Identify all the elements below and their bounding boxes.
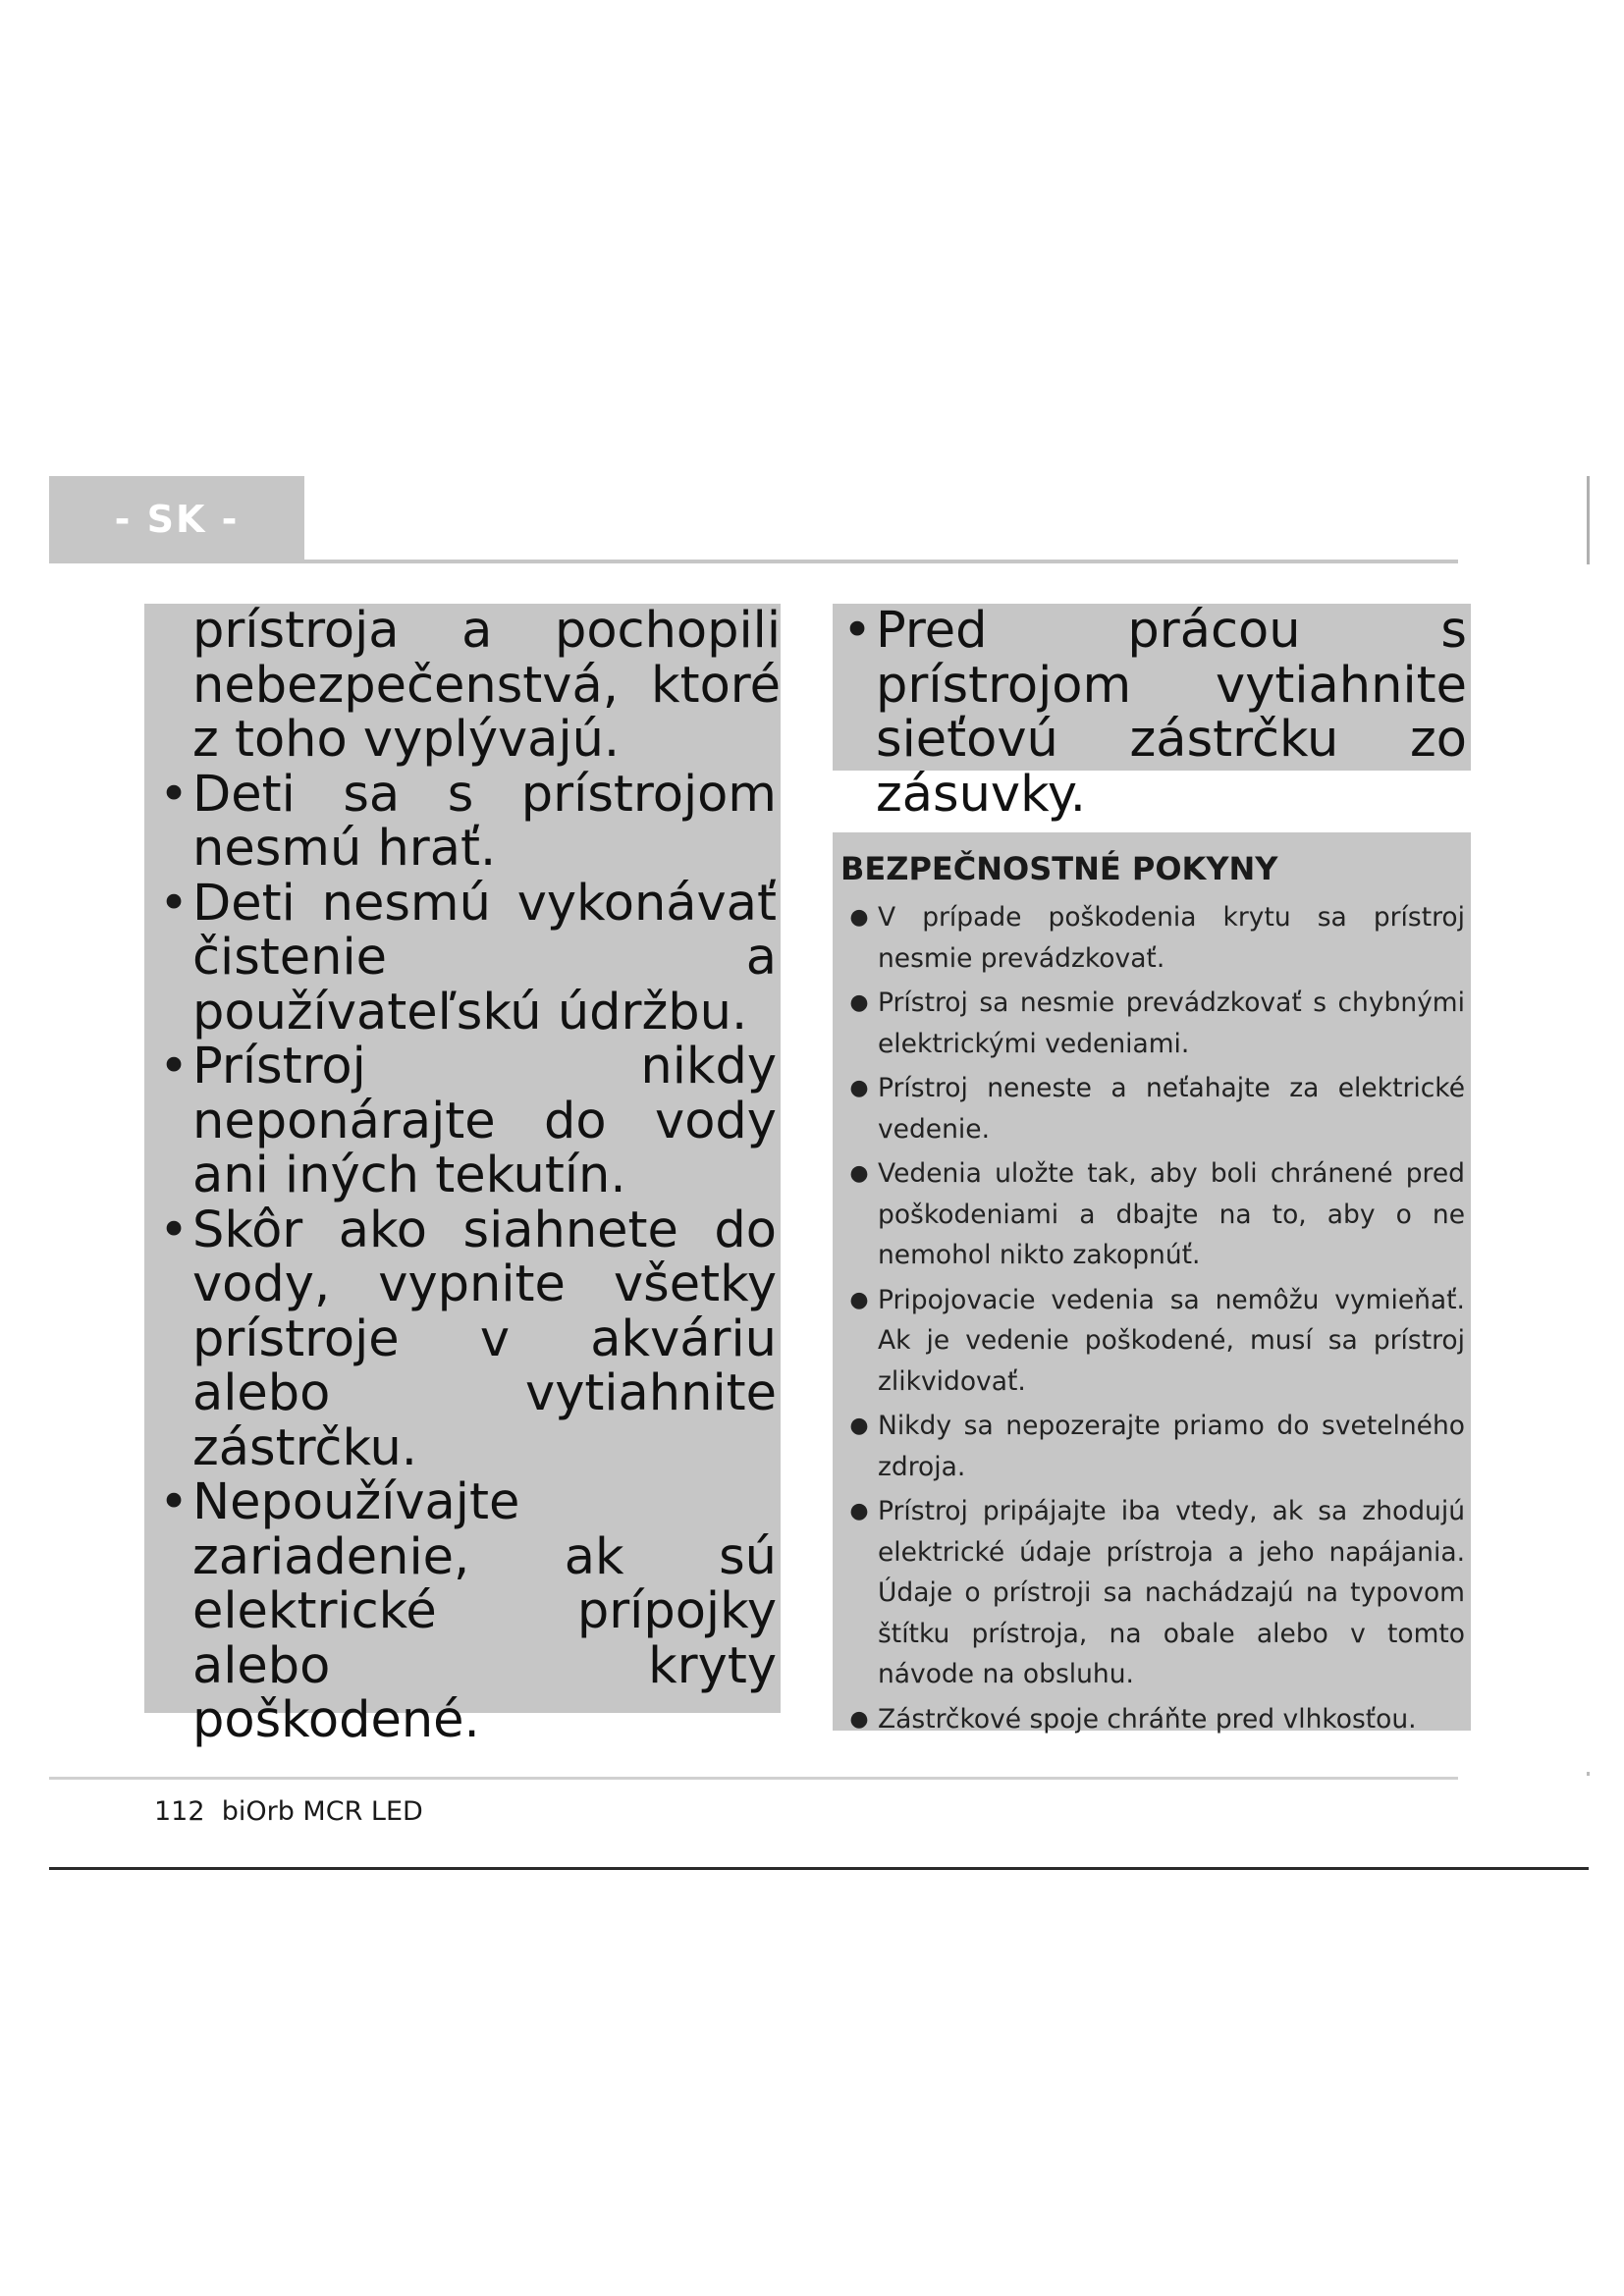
list-item-text: Pripojovacie vedenia sa nemôžu vymieňať. Ak je vedenie poškodené, musí sa prístroj zlikvidovať. bbox=[878, 1284, 1465, 1397]
list-item bbox=[840, 1491, 1465, 1695]
list-item bbox=[840, 1280, 1465, 1403]
warning-box-left bbox=[144, 602, 781, 1749]
list-item bbox=[840, 1068, 1465, 1149]
page-footer bbox=[154, 1796, 423, 1827]
list-item-text: Prístroj pripájajte iba vtedy, ak sa zhodujú elektrické údaje prístroja a jeho napájania. Údaje o prístroji sa nachádzajú na typovom štítku prístroja, na obale alebo v tomto návode na obsluhu. bbox=[878, 1496, 1465, 1689]
list-item-text: Zástrčkové spoje chráňte pred vlhkosťou. bbox=[878, 1703, 1417, 1735]
list-item-text: Pred prácou s prístrojom vytiahnite sieťovú zástrčku zo zásuvky. bbox=[876, 602, 1467, 824]
bullet-icon: ● bbox=[849, 1706, 869, 1732]
bullet-icon: ● bbox=[849, 1499, 869, 1523]
list-item bbox=[842, 604, 1471, 822]
list-item-text: Prístroj sa nesmie prevádzkovať s chybnými elektrickými vedeniami. bbox=[878, 988, 1465, 1059]
bullet-icon: ● bbox=[849, 905, 869, 930]
bullet-icon: • bbox=[159, 1038, 189, 1095]
bullet-icon: • bbox=[159, 874, 189, 933]
bullet-icon: • bbox=[159, 765, 189, 824]
edge-mark bbox=[1587, 1772, 1590, 1776]
warning-box-right bbox=[833, 602, 1471, 824]
bullet-icon: ● bbox=[849, 1287, 869, 1312]
list-item bbox=[159, 1203, 781, 1476]
bullet-icon: ● bbox=[849, 1414, 869, 1438]
list-item bbox=[840, 1153, 1465, 1276]
continued-text: prístroja a pochopili nebezpečenstvá, ktoré z toho vyplývajú. bbox=[192, 602, 781, 769]
footer-rule bbox=[49, 1867, 1589, 1870]
bullet-icon: • bbox=[159, 1201, 189, 1259]
list-item-text: Prístroj neneste a neťahajte za elektrické vedenie. bbox=[878, 1073, 1465, 1145]
edge-mark bbox=[1587, 476, 1590, 564]
list-item bbox=[159, 1475, 781, 1748]
list-item-text: Vedenia uložte tak, aby boli chránené pred poškodeniami a dbajte na to, aby o ne nemohol nikto zakopnúť. bbox=[878, 1158, 1465, 1270]
list-item-text: V prípade poškodenia krytu sa prístroj nesmie prevádzkovať. bbox=[878, 902, 1465, 974]
list-item-text: Nikdy sa nepozerajte priamo do svetelného zdroja. bbox=[878, 1411, 1465, 1482]
list-item bbox=[159, 1040, 781, 1203]
header-rule bbox=[49, 560, 1458, 563]
list-item bbox=[840, 1406, 1465, 1487]
bullet-icon: ● bbox=[849, 1076, 869, 1100]
page-number: 112 bbox=[154, 1796, 205, 1827]
bullet-icon: ● bbox=[849, 1161, 869, 1186]
language-tab bbox=[49, 476, 304, 561]
bullet-icon: ● bbox=[849, 990, 869, 1015]
list-item bbox=[840, 1699, 1465, 1740]
list-item-text: Skôr ako siahnete do vody, vypnite všetky prístroje v akváriu alebo vytiahnite zástrčku. bbox=[192, 1201, 777, 1477]
bullet-icon: • bbox=[842, 602, 873, 660]
language-label: - SK - bbox=[114, 497, 240, 541]
list-item bbox=[840, 897, 1465, 979]
list-item-text: Prístroj nikdy neponárajte do vody ani iných tekutín. bbox=[192, 1038, 777, 1204]
list-item bbox=[159, 874, 781, 1041]
bullet-icon: • bbox=[159, 1473, 189, 1531]
list-item bbox=[840, 983, 1465, 1064]
safety-instructions-box bbox=[833, 832, 1471, 1735]
footer-divider bbox=[49, 1777, 1458, 1780]
list-item bbox=[159, 765, 781, 878]
section-title: BEZPEČNOSTNÉ POKYNY bbox=[840, 850, 1278, 887]
product-name: biOrb MCR LED bbox=[221, 1796, 423, 1827]
list-item-text: Nepoužívajte zariadenie, ak sú elektrické prípojky alebo kryty poškodené. bbox=[192, 1473, 777, 1749]
list-item-text: Deti nesmú vykonávať čistenie a používateľskú údržbu. bbox=[192, 874, 777, 1041]
safety-list bbox=[840, 897, 1465, 1739]
list-item-text: Deti sa s prístrojom nesmú hrať. bbox=[192, 765, 777, 878]
